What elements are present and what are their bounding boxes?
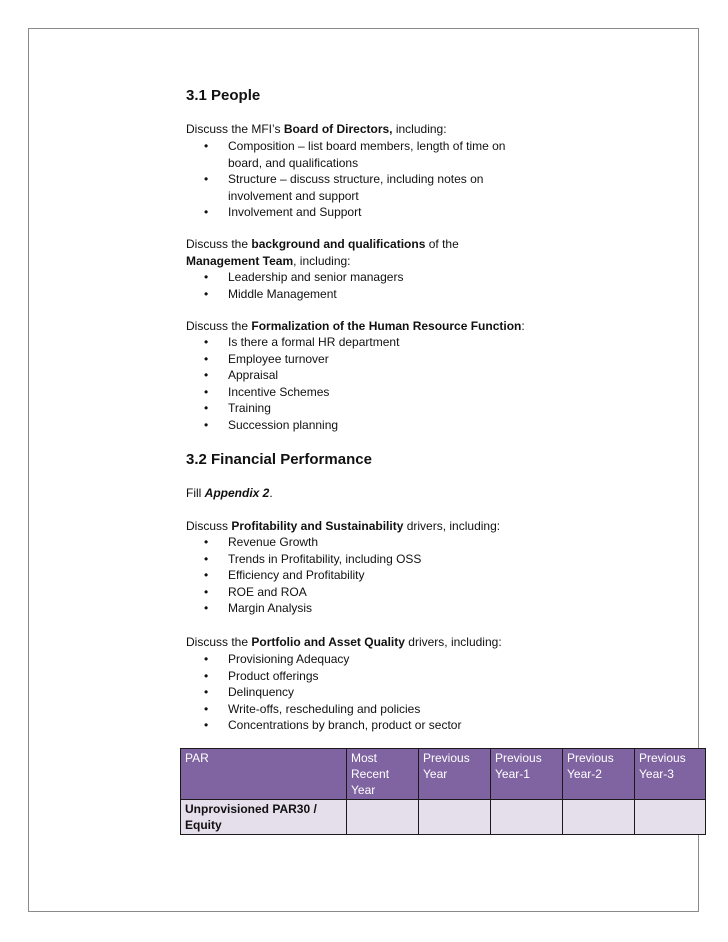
list-item [186, 651, 528, 668]
heading-financial: 3.2 Financial Performance [186, 451, 372, 468]
list-item-text: Delinquency [228, 685, 295, 699]
para-fill [186, 485, 526, 502]
bullet-icon: • [204, 351, 209, 366]
text-pre: Discuss the [186, 635, 252, 649]
list-item-text: Leadership and senior managers [228, 270, 404, 284]
list-item [186, 567, 528, 584]
list-item-text: Involvement and Support [228, 205, 362, 219]
header-cell: Previous Year-3 [635, 749, 706, 800]
text-bold: background and qualifications [251, 237, 426, 251]
text-bold: Profitability and Sustainability [231, 519, 404, 533]
bullet-icon: • [204, 384, 209, 399]
bullet-icon: • [204, 270, 209, 284]
bullet-icon: • [204, 701, 209, 716]
list-item-text: Middle Management [228, 286, 337, 301]
list-portfolio [186, 651, 528, 734]
list-item [186, 269, 528, 286]
text-pre: Fill [186, 486, 205, 500]
bullet-icon: • [204, 139, 209, 153]
text-post: . [269, 486, 273, 500]
para-profitability [186, 518, 586, 535]
list-item-text: Provisioning Adequacy [228, 652, 350, 666]
bullet-icon: • [204, 535, 209, 549]
bullet-icon: • [204, 417, 209, 432]
table-cell[interactable] [563, 800, 635, 835]
list-item [186, 684, 528, 701]
text-bold: Management Team [186, 253, 294, 268]
header-cell: Previous Year [419, 749, 491, 800]
list-item [186, 551, 528, 568]
list-item [186, 384, 528, 401]
header-cell: Previous Year-2 [563, 749, 635, 800]
list-item-text: Write-offs, rescheduling and policies [228, 701, 421, 716]
text-pre: Discuss [186, 519, 232, 533]
text-bold: Portfolio and Asset Quality [251, 635, 405, 649]
list-item-text: Revenue Growth [228, 535, 319, 549]
table-row [181, 800, 706, 835]
list-item [186, 400, 528, 417]
text-bold: Formalization of the Human Resource Function [251, 319, 522, 333]
bullet-icon: • [204, 551, 209, 566]
bullet-icon: • [204, 368, 209, 382]
list-item [186, 584, 528, 601]
list-item [186, 600, 528, 617]
para-portfolio [186, 634, 586, 651]
list-item [186, 171, 528, 204]
bullet-icon: • [204, 601, 209, 615]
bullet-icon: • [204, 172, 209, 186]
para-board [186, 121, 526, 138]
bullet-icon: • [204, 685, 209, 699]
list-item-text: Concentrations by branch, product or sector [228, 718, 462, 732]
list-item-text: Training [228, 401, 271, 415]
list-item [186, 286, 528, 303]
header-cell: Previous Year-1 [491, 749, 563, 800]
list-item [186, 417, 528, 434]
par-table [180, 748, 706, 835]
list-item-text: ROE and ROA [228, 584, 307, 599]
list-item [186, 334, 528, 351]
list-item-text: Succession planning [228, 417, 339, 432]
list-item [186, 138, 528, 171]
list-item [186, 367, 528, 384]
list-item [186, 717, 528, 734]
list-item [186, 534, 528, 551]
table-cell[interactable] [347, 800, 419, 835]
table-cell[interactable] [419, 800, 491, 835]
heading-people: 3.1 People [186, 87, 261, 104]
bullet-icon: • [204, 205, 209, 219]
list-item-text: Margin Analysis [228, 601, 313, 615]
list-item-text: Structure – discuss structure, including notes on involvement and support [228, 172, 484, 203]
list-item [186, 204, 528, 221]
table-cell[interactable] [635, 800, 706, 835]
text-pre: Discuss the [186, 319, 252, 333]
list-item-text: Appraisal [228, 368, 279, 382]
list-hr [186, 334, 528, 433]
list-item-text: Composition – list board members, length of time on board, and qualifications [228, 139, 506, 170]
list-item-text: Employee turnover [228, 351, 329, 366]
text-post: drivers, including: [403, 519, 501, 533]
table-cell[interactable] [491, 800, 563, 835]
para-management [186, 236, 526, 269]
header-cell: Most Recent Year [347, 749, 419, 800]
text-pre: Discuss the MFI’s [186, 122, 284, 136]
bullet-icon: • [204, 568, 209, 582]
list-item [186, 701, 528, 718]
list-item [186, 668, 528, 685]
header-cell: PAR [181, 749, 347, 800]
text-post: drivers, including: [404, 635, 502, 649]
list-item-text: Trends in Profitability, including OSS [228, 551, 422, 566]
bullet-icon: • [204, 652, 209, 666]
list-item-text: Product offerings [228, 668, 319, 683]
list-management [186, 269, 528, 302]
bullet-icon: • [204, 584, 209, 599]
appendix-reference: Appendix 2 [204, 486, 270, 500]
list-item-text: Incentive Schemes [228, 384, 330, 399]
text-post: , including: [293, 253, 351, 268]
text-post: : [521, 319, 525, 333]
text-mid: of the [425, 237, 459, 251]
bullet-icon: • [204, 401, 209, 415]
bullet-icon: • [204, 718, 209, 732]
row-label: Unprovisioned PAR30 / Equity [181, 800, 347, 835]
text-bold: Board of Directors, [283, 122, 393, 136]
list-profitability [186, 534, 528, 617]
bullet-icon: • [204, 668, 209, 683]
text-post: including: [392, 122, 447, 136]
list-item-text: Is there a formal HR department [228, 335, 400, 349]
list-item [186, 351, 528, 368]
bullet-icon: • [204, 286, 209, 301]
text-pre: Discuss the [186, 237, 252, 251]
para-hr [186, 318, 586, 335]
bullet-icon: • [204, 335, 209, 349]
list-board [186, 138, 528, 221]
table-header-row [181, 749, 706, 800]
list-item-text: Efficiency and Profitability [228, 568, 365, 582]
